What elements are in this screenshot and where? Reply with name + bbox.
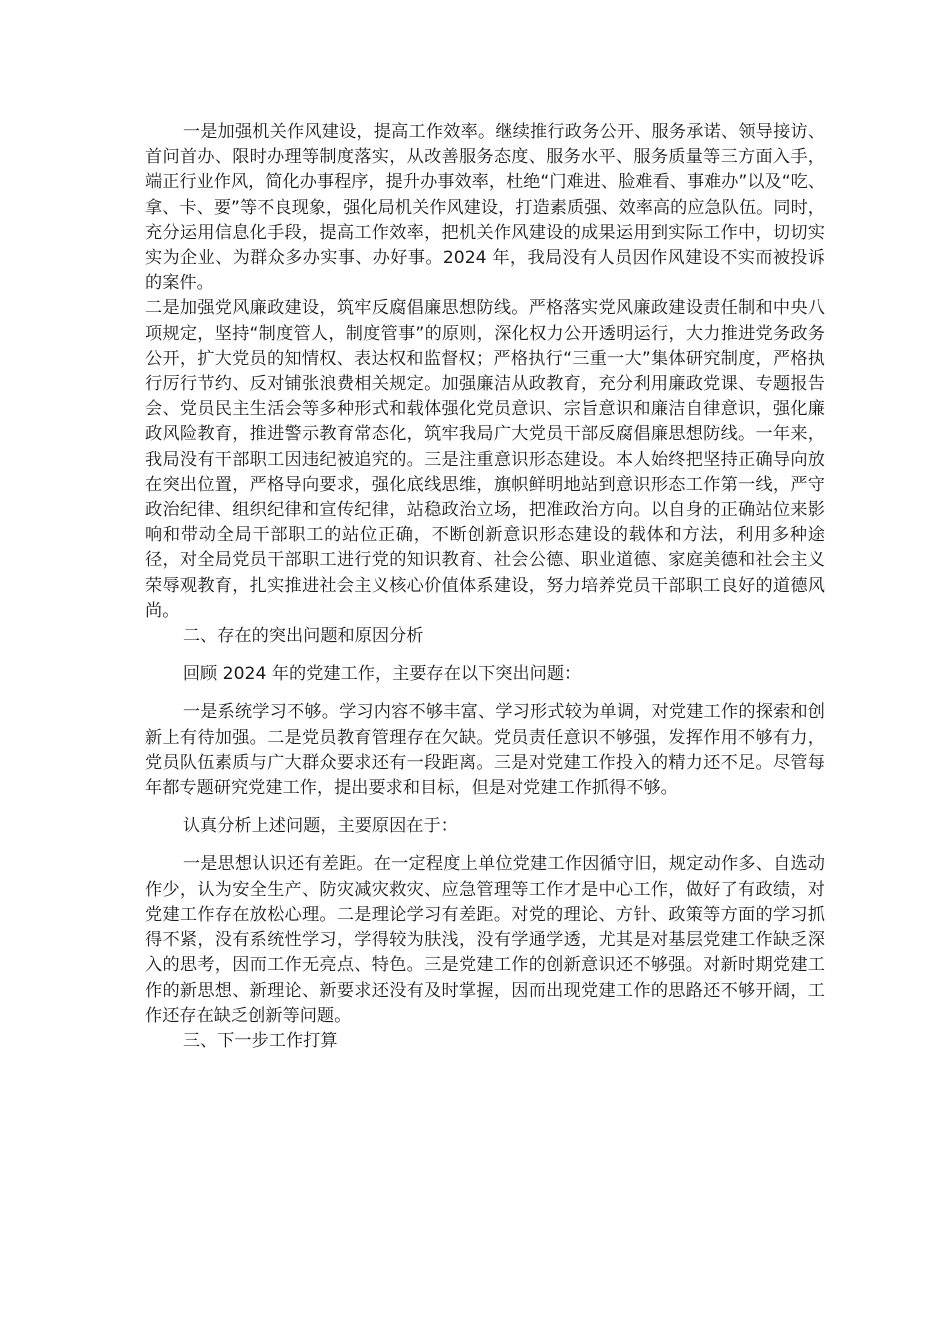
document-page [145, 120, 825, 1054]
paragraph-problems: 一是系统学习不够。学习内容不够丰富、学习形式较为单调，对党建工作的探索和创新上有待加强。二是党员教育管理存在欠缺。党员责任意识不够强，发挥作用不够有力，党员队伍素质与广大群众要求还有一段距离。三是对党建工作投入的精力还不足。尽管每年都专题研究党建工作，提出要求和目标，但是对党建工作抓得不够。 [145, 702, 825, 799]
paragraph-work-style: 一是加强机关作风建设，提高工作效率。继续推行政务公开、服务承诺、领导接访、首问首办、限时办理等制度落实，从改善服务态度、服务水平、服务质量等三方面入手，端正行业作风，简化办事程序，提升办事效率，杜绝“门难进、脸难看、事难办”以及“吃、拿、卡、要”等不良现象，强化局机关作风建设，打造素质强、效率高的应急队伍。同时，充分运用信息化手段，提高工作效率，把机关作风建设的成果运用到实际工作中，切切实实为企业、为群众多办实事、办好事。2024 年，我局没有人员因作风建设不实而被投诉的案件。 [145, 122, 825, 294]
paragraph-causes: 一是思想认识还有差距。在一定程度上单位党建工作因循守旧，规定动作多、自选动作少，认为安全生产、防灾减灾救灾、应急管理等工作才是中心工作，做好了有政绩，对党建工作存在放松心理。二是理论学习有差距。对党的理论、方针、政策等方面的学习抓得不紧，没有系统性学习，学得较为肤浅，没有学通学透，尤其是对基层党建工作缺乏深入的思考，因而工作无亮点、特色。三是党建工作的创新意识还不够强。对新时期党建工作的新思想、新理论、新要求还没有及时掌握，因而出现党建工作的思路还不够开阔，工作还存在缺乏创新等问题。 [145, 854, 825, 1026]
paragraph-intro-causes: 认真分析上述问题，主要原因在于： [182, 816, 458, 837]
paragraph-party-integrity: 二是加强党风廉政建设，筑牢反腐倡廉思想防线。严格落实党风廉政建设责任制和中央八项规定，坚持“制度管人，制度管事”的原则，深化权力公开透明运行，大力推进党务政务公开，扩大党员的知情权、表达权和监督权；严格执行“三重一大”集体研究制度，严格执行厉行节约、反对铺张浪费相关规定。加强廉洁从政教育，充分利用廉政党课、专题报告会、党员民主生活会等多种形式和载体强化党员意识、宗旨意识和廉洁自律意识，强化廉政风险教育，推进警示教育常态化，筑牢我局广大党员干部反腐倡廉思想防线。一年来，我局没有干部职工因违纪被追究的。三是注重意识形态建设。本人始终把坚持正确导向放在突出位置，严格导向要求，强化底线思维，旗帜鲜明地站到意识形态工作第一线，严守政治纪律、组织纪律和宣传纪律，站稳政治立场，把准政治方向。以自身的正确站位来影响和带动全局干部职工的站位正确，不断创新意识形态建设的载体和方法，利用多种途径，对全局党员干部职工进行党的知识教育、社会公德、职业道德、家庭美德和社会主义荣辱观教育，扎实推进社会主义核心价值体系建设，努力培养党员干部职工良好的道德风尚。 [145, 298, 825, 621]
section-heading-next-steps: 三、下一步工作打算 [182, 1030, 338, 1051]
section-heading-problems: 二、存在的突出问题和原因分析 [182, 626, 424, 647]
paragraph-intro-problems: 回顾 2024 年的党建工作，主要存在以下突出问题： [182, 664, 582, 685]
